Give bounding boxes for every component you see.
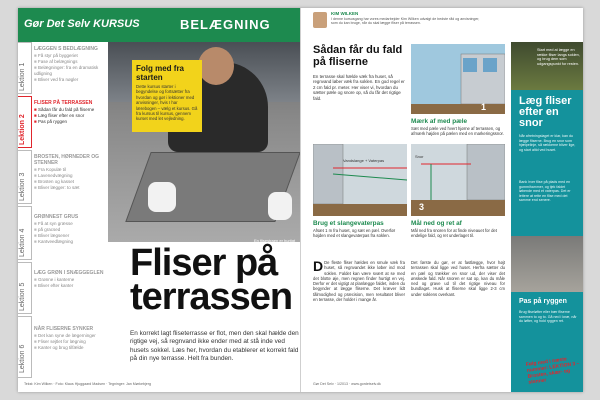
lesson-block-4: GRØNNEST GRUS ■ Få at syn græsse ■ på gracsed ■ Bliver lægsener ■ Kantveedlægning	[34, 214, 108, 245]
drop-cap: D	[313, 258, 324, 274]
tip-body: Dette kursus starter i begyndelse og fortsætter fra hvordan og gør i lektioner med anvisninger, hvis I har lærebogen – vælg et kursus. Gå fra kursus til kursus, gennem kurset med let vejledning.	[136, 84, 198, 122]
magazine-spread	[18, 8, 583, 392]
left-page	[18, 8, 300, 392]
next-issue-teaser: Følg med i næste nummer: LEKTION 3 – Brosten, skær- og stenner	[525, 356, 580, 386]
step-1-text: Afsæt 1 m fra huset, og sæt en pæl. Overfør højden med et slangevaterpas fra soklen.	[313, 228, 396, 239]
body-column-2: Det første du gør, er at fastlægge, hvor højt terrassen skal ligge ved huset. Herfra sætter du en pæl og trækker en snor ud, der viser det ønskede fald. Når snoren er sat op, kan du måle ned og grave ud til det rigtige niveau for bundlaget. Husk at fliserne skal ligge 2-3 cm under soklens overkant.	[411, 260, 505, 297]
sidebar-text-3: Brug fliseløfter eller bær fliserne sammen to og to. Gå ned i knæ, når du løfter, og hold ryggen ret.	[519, 310, 577, 323]
section-intro: En terrasse skal hælde væk fra huset, så regnvand løber væk fra soklen. En god regel er 2 cm fald pr. meter. Her viser vi, hvordan du sætter pæle og snore op, så du får det rigtige fald.	[313, 74, 405, 101]
photo-caption: En flisestraen er hurtigt	[254, 238, 296, 242]
sidebar-headline: Læg fliser efter en snor	[519, 95, 572, 129]
step-number-3: 3	[419, 202, 425, 212]
sidebar-photo-caption: Start med at lægge en række fliser langs soklen, og brug dem som udgangspunkt for resten.	[537, 48, 580, 66]
diagram-label-2: Snor	[415, 154, 424, 159]
author-name: KIM WILKEN	[331, 11, 359, 16]
diagram-1	[411, 44, 505, 114]
lesson-block-1: LÆGGEN S BEDLÆGNING ■ Få styr på byggeriet ■ Fase af belægnings ■ Belægninger: fra en dramatisk udligning ■ Bliver ved fra nøgler	[34, 46, 108, 83]
sidebar-photo-2	[511, 236, 583, 292]
page-footer: Gør Det Selv · 1/2013 · www.gordetselv.dk	[313, 382, 381, 386]
section-headline: Sådan får du fald på fliserne	[313, 44, 403, 68]
tip-box	[132, 60, 202, 132]
tab-lektion-3[interactable]: Lektion 3	[18, 150, 32, 204]
lead-paragraph: En korrekt lagt fliseterrasse er flot, men den skal hælde den rigtige vej, så regnvand ikke ender med at stå inde ved husets sokkel. Læs her, hvordan du etablerer et korrekt fald på din nye terrasse. Helt fra bunden.	[130, 330, 299, 363]
lesson-tabs	[18, 42, 32, 392]
step-number-1: 1	[481, 102, 487, 112]
header-bar	[18, 8, 300, 42]
sidebar-photo	[511, 42, 583, 90]
diagram-3	[411, 144, 505, 216]
lesson-block-3: BROSTEN, HØRNEDER OG STENNER ■ Fra Kopulæ til ■ Lavenedvægning ■ Brosten og kasset ■ Bliver lægger: to sæt	[34, 154, 108, 191]
lesson-block-5: LÆG GRØN I SNÆGGEGLEN ■ Grønne i kanterne ■ Bliver efter kanter	[34, 270, 108, 289]
step-3-heading: Mål ned og ret af	[411, 220, 462, 227]
sidebar	[511, 42, 583, 392]
sidebar-text-2: Bank hver flise på plads med en gummihammer, og tjek faldet løbende med et vaterpas. Det er lettere at rette en flise med det samme end senere.	[519, 180, 571, 202]
brand-title: Gør Det Selv KURSUS	[24, 18, 140, 30]
right-page	[301, 8, 583, 392]
diagram-2	[313, 144, 407, 216]
step-2-text: Sæt med pæle ved hvert hjørne af terrassen, og afmærk højden på pælen med en markeringssnor.	[411, 126, 504, 137]
author-avatar	[313, 12, 327, 28]
step-2-heading: Mærk af med pæle	[411, 118, 468, 125]
step-1-heading: Brug et slangevaterpas	[313, 220, 384, 227]
step-3-text: Mål ned fra snoren for at finde niveauet for det endelige fald, og ret underlaget til.	[411, 228, 497, 239]
diagram-label-1: Vandslange + Vaterpas	[343, 158, 385, 163]
author-bio: I denne kursusgang har vores medarbejder Kim Wilken udvalgt de bedste råd og anvisninger, som du kan bruge, når du skal lægge fliser på terrassen.	[331, 17, 480, 26]
tab-lektion-4[interactable]: Lektion 4	[18, 206, 32, 260]
tab-lektion-2[interactable]: Lektion 2	[18, 96, 32, 148]
lesson-block-2: FLISER PÅ TERRASSEN ■ Sådan får du fald på fliserne ■ Læg fliser efter en snor ■ Pas på ryggen	[34, 100, 108, 125]
tip-title: Folg med fra starten	[136, 64, 185, 82]
sidebar-text-1: Når afretningslaget er klar, kan du lægge fliserne. Brug en snor som hjælpelinje, så rækkerne bliver lige, og start altid ved huset.	[519, 134, 576, 152]
tab-lektion-1[interactable]: Lektion 1	[18, 42, 32, 94]
section-title: BELÆGNING	[180, 17, 271, 32]
body-column-1: D De fleste fliser hældes en smule væk fra huset, så regnvandet ikke løber ind mod soklen. Faldet kan være svært at se med det blotte øje, men regnen finder hurtigt en vej. Derfor er det vigtigt at planlægge faldet, inden du begynder at lægge fliserne. Det kræver lidt tålmodighed og præcision, men resultatet bliver en terrasse, der holder i mange år.	[313, 258, 405, 303]
sidebar-headline-2: Pas på ryggen	[519, 298, 567, 305]
lesson-block-6: NÅR FLISERNE SYNKER ■ Det kan syne de lægerninger ■ Fliser sejtlet for lægning ■ Kanter og brug tilfælde	[34, 326, 108, 351]
tab-lektion-5[interactable]: Lektion 5	[18, 262, 32, 314]
tab-lektion-6[interactable]: Lektion 6	[18, 316, 32, 378]
main-headline: Fliser på terrassen	[130, 242, 293, 318]
credits: Tekst: Kim Wilken · Foto: Klaus Hjuggaard Madsen · Tegninger: Jan Mørkebjerg	[24, 382, 151, 386]
